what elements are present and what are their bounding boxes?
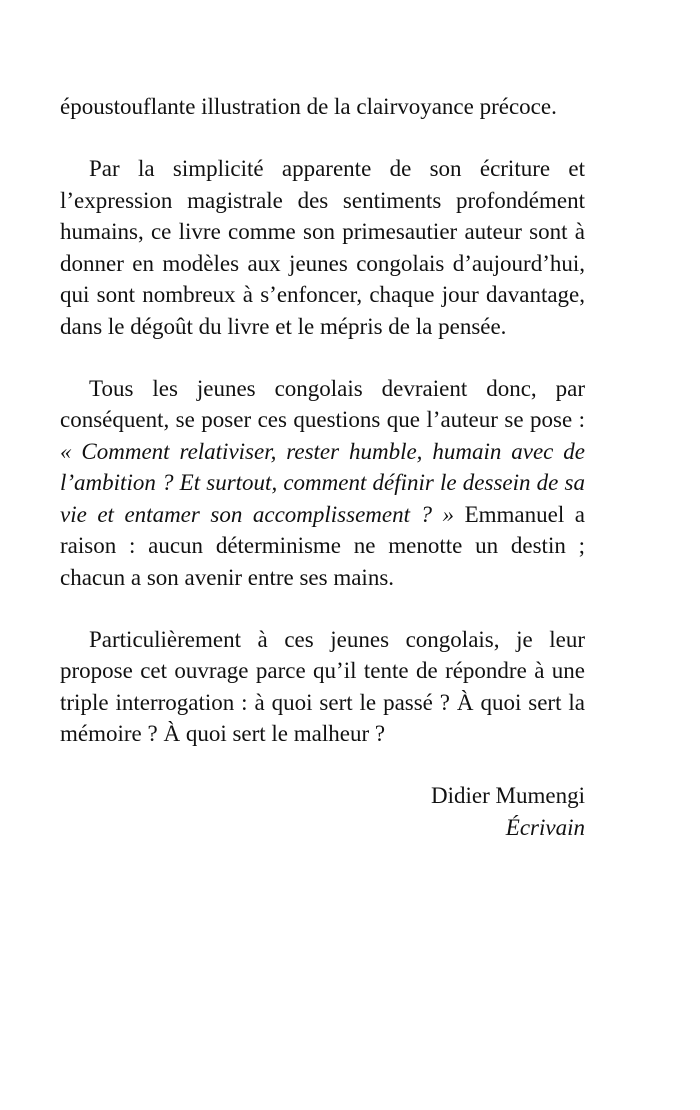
paragraph-interrogation: Particulièrement à ces jeunes congolais, je leur propose cet ouvrage parce qu’il tente de répondre à une triple interrogation : à quoi sert le passé ? À quoi sert la mémoire ? À quoi sert le malheur ?: [60, 626, 585, 746]
document-page: [60, 91, 585, 843]
paragraph-questions-intro: Tous les jeunes congolais devraient donc, par conséquent, se poser ces questions que l’auteur se pose :: [60, 375, 585, 432]
paragraph-continuation: époustouflante illustration de la clairvoyance précoce.: [60, 94, 557, 119]
paragraph-writing-style: Par la simplicité apparente de son écriture et l’expression magistrale des sentiments profondément humains, ce livre comme son primesautier auteur sont à donner en modèles aux jeunes congolais d’aujourd’hui, qui sont nombreux à s’enfoncer, chaque jour davantage, dans le dégoût du livre et le mépris de la pensée.: [60, 156, 585, 339]
paragraph-questions-conclusion: Emmanuel a raison : aucun déterminisme ne menotte un destin ; chacun a son avenir entre ses mains.: [60, 501, 585, 590]
signature-name: Didier Mumengi: [431, 783, 585, 808]
paragraph-questions: [60, 373, 585, 594]
author-quote: « Comment relativiser, rester humble, humain avec de l’ambition ? Et surtout, comment définir le dessein de sa vie et entamer son accomplissement ? »: [60, 438, 585, 527]
signature-title: Écrivain: [505, 814, 585, 840]
signature-block: [60, 780, 585, 843]
